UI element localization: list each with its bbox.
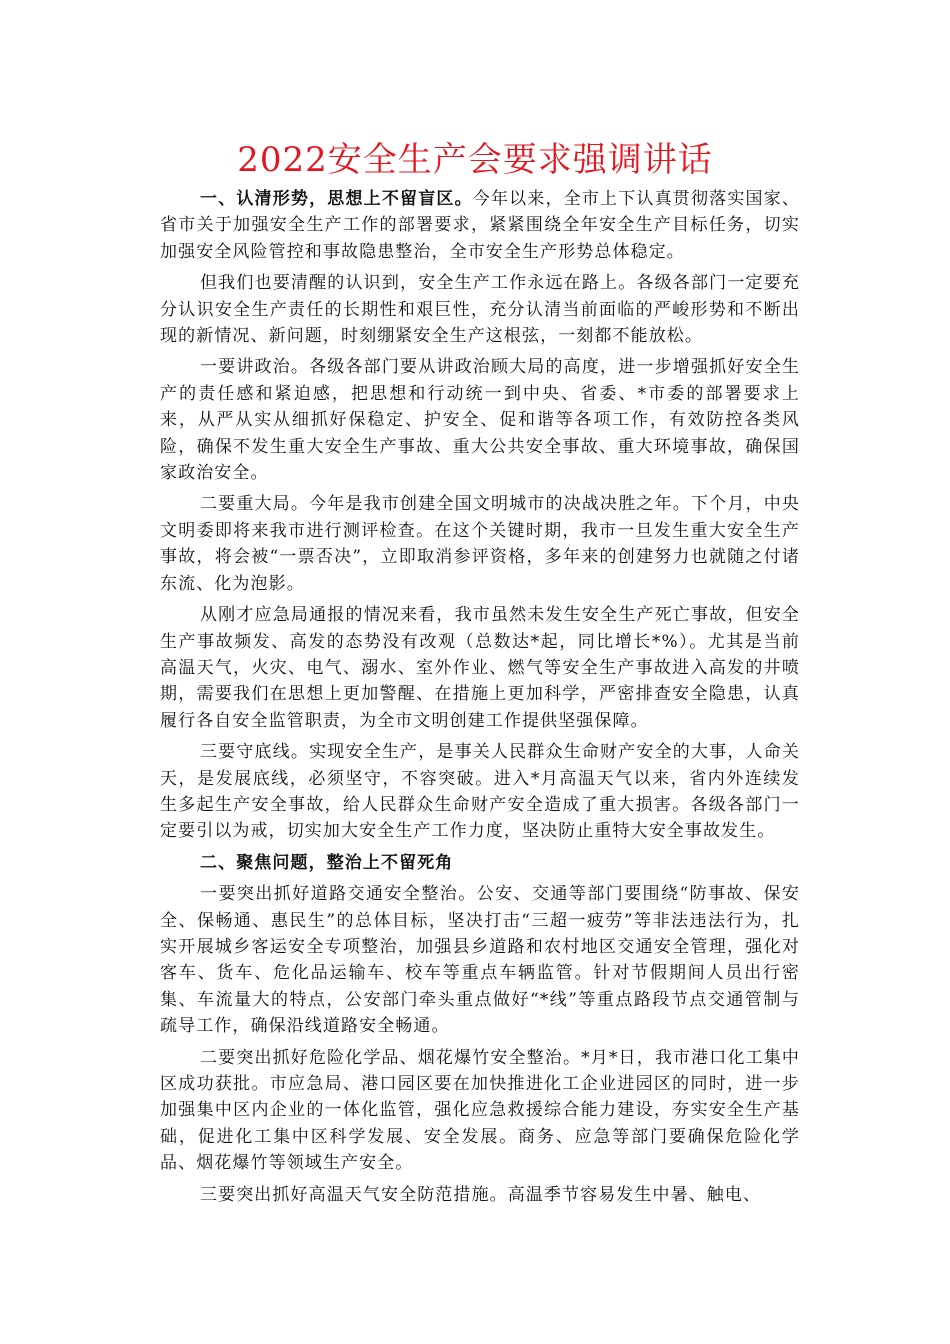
paragraph-4: 二要重大局。今年是我市创建全国文明城市的决战决胜之年。下个月，中央文明委即将来我市进行测评检查。在这个关键时期，我市一旦发生重大安全生产事故，将会被“一票否决”，立即取消参评资格，多年来的创建努力也就随之付诸东流、化为泡影。: [160, 494, 800, 594]
paragraph-1: [160, 186, 800, 265]
paragraph-3: 一要讲政治。各级各部门要从讲政治顾大局的高度，进一步增强抓好安全生产的责任感和紧迫感，把思想和行动统一到中央、省委、*市委的部署要求上来，从严从实从细抓好保稳定、护安全、促和谐等各项工作，有效防控各类风险，确保不发生重大安全生产事故、重大公共安全事故、重大环境事故，确保国家政治安全。: [160, 357, 800, 484]
document-title: 2022安全生产会要求强调讲话: [237, 140, 713, 180]
document-body: [160, 186, 800, 1213]
paragraph-1-text: 今年以来，全市上下认真贯彻落实国家、省市关于加强安全生产工作的部署要求，紧紧围绕全年安全生产目标任务，切实加强安全风险管控和事故隐患整治，全市安全生产形势总体稳定。: [160, 189, 800, 262]
section-heading-1: 一、认清形势，思想上不留盲区。: [200, 189, 473, 209]
paragraph-5: 从刚才应急局通报的情况来看，我市虽然未发生安全生产死亡事故，但安全生产事故频发、高发的态势没有改观（总数达*起，同比增长*%）。尤其是当前高温天气，火灾、电气、溺水、室外作业、燃气等安全生产事故进入高发的井喷期，需要我们在思想上更加警醒、在措施上更加科学，严密排查安全隐患，认真履行各自安全监管职责，为全市文明创建工作提供坚强保障。: [160, 605, 800, 731]
section-heading-2: 二、聚焦问题，整治上不留死角: [200, 852, 454, 873]
paragraph-6: 三要守底线。实现安全生产，是事关人民群众生命财产安全的大事，人命关天，是发展底线，必须坚守，不容突破。进入*月高温天气以来，省内外连续发生多起生产安全事故，给人民群众生命财产安全造成了重大损害。各级各部门一定要引以为戒，切实加大安全生产工作力度，坚决防止重特大安全事故发生。: [160, 742, 800, 842]
paragraph-2: 但我们也要清醒的认识到，安全生产工作永远在路上。各级各部门一定要充分认识安全生产责任的长期性和艰巨性，充分认清当前面临的严峻形势和不断出现的新情况、新问题，时刻绷紧安全生产这根弦，一刻都不能放松。: [160, 273, 800, 347]
paragraph-9: 三要突出抓好高温天气安全防范措施。高温季节容易发生中暑、触电、: [200, 1184, 762, 1205]
paragraph-8: 二要突出抓好危险化学品、烟花爆竹安全整治。*月*日，我市港口化工集中区成功获批。市应急局、港口园区要在加快推进化工企业进园区的同时，进一步加强集中区内企业的一体化监管，强化应急救援综合能力建设，夯实安全生产基础，促进化工集中区科学发展、安全发展。商务、应急等部门要确保危险化学品、烟花爆竹等领域生产安全。: [160, 1047, 800, 1174]
paragraph-7: 一要突出抓好道路交通安全整治。公安、交通等部门要围绕“防事故、保安全、保畅通、惠民生”的总体目标，坚决打击“三超一疲劳”等非法违法行为，扎实开展城乡客运安全专项整治，加强县乡道路和农村地区交通安全管理，强化对客车、货车、危化品运输车、校车等重点车辆监管。针对节假期间人员出行密集、车流量大的特点，公安部门牵头重点做好“*线”等重点路段节点交通管制与疏导工作，确保沿线道路安全畅通。: [160, 884, 800, 1037]
